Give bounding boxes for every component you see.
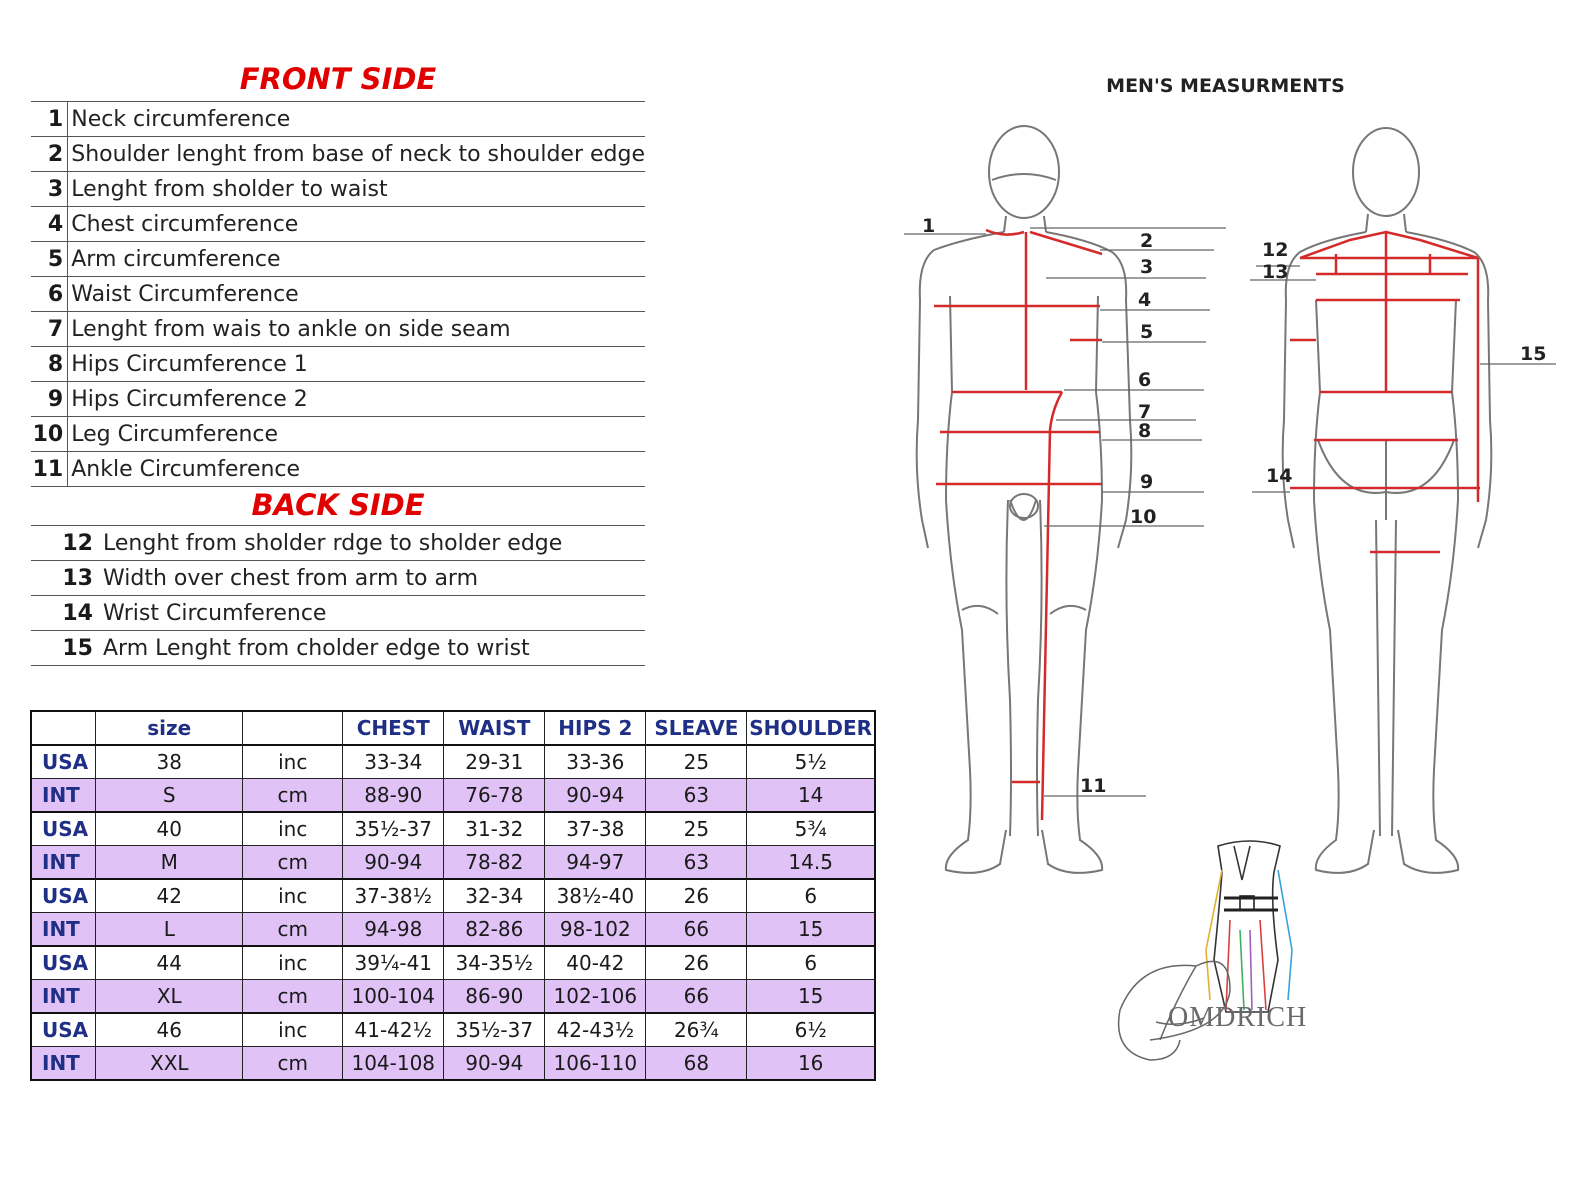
size-cell: 35½-37: [444, 1013, 545, 1047]
figure-title: MEN'S MEASURMENTS: [1106, 75, 1345, 97]
measurement-number: 3: [31, 172, 68, 207]
logo-wordmark: OMDRICH: [1168, 1002, 1308, 1033]
size-cell: 98-102: [545, 913, 646, 947]
size-cell: 15: [747, 980, 875, 1014]
size-cell: 37-38: [545, 812, 646, 846]
size-cell: cm: [243, 846, 343, 880]
region-cell: INT: [31, 779, 96, 813]
column-header: CHEST: [343, 711, 444, 745]
measurement-label: Arm circumference: [68, 242, 645, 277]
fig-label-12: 12: [1262, 239, 1289, 261]
line-side-seam: [1042, 392, 1062, 820]
size-cell: inc: [243, 946, 343, 980]
size-cell: cm: [243, 913, 343, 947]
size-cell: 82-86: [444, 913, 545, 947]
front-side-title: FRONT SIDE: [239, 62, 437, 96]
measurement-label: Hips Circumference 1: [68, 347, 645, 382]
size-cell: 6½: [747, 1013, 875, 1047]
size-cell: 14: [747, 779, 875, 813]
size-cell: 38: [96, 745, 243, 779]
size-cell: 46: [96, 1013, 243, 1047]
size-cell: 44: [96, 946, 243, 980]
fig-label-5: 5: [1140, 321, 1154, 343]
size-cell: 42: [96, 879, 243, 913]
front-measurement-lines: [934, 230, 1102, 820]
fig-label-9: 9: [1140, 471, 1154, 493]
region-cell: USA: [31, 812, 96, 846]
fig-label-4: 4: [1138, 289, 1152, 311]
measurement-label: Lenght from wais to ankle on side seam: [68, 312, 645, 347]
fig-label-11: 11: [1080, 775, 1107, 797]
measurement-number: 12: [31, 526, 97, 561]
size-cell: 90-94: [343, 846, 444, 880]
size-cell: 39¼-41: [343, 946, 444, 980]
size-cell: 78-82: [444, 846, 545, 880]
size-cell: 90-94: [545, 779, 646, 813]
size-cell: 76-78: [444, 779, 545, 813]
size-cell: 40: [96, 812, 243, 846]
region-cell: INT: [31, 913, 96, 947]
line-back-shoulder: [1300, 232, 1478, 258]
size-cell: 5½: [747, 745, 875, 779]
fig-label-8: 8: [1138, 420, 1152, 442]
size-cell: 86-90: [444, 980, 545, 1014]
column-header: WAIST: [444, 711, 545, 745]
size-cell: L: [96, 913, 243, 947]
size-cell: 6: [747, 879, 875, 913]
size-cell: 94-98: [343, 913, 444, 947]
size-cell: XL: [96, 980, 243, 1014]
back-head: [1353, 128, 1419, 216]
measurement-number: 1: [31, 102, 68, 137]
fig-label-15: 15: [1520, 343, 1547, 365]
fig-label-13: 13: [1262, 261, 1289, 283]
size-cell: 38½-40: [545, 879, 646, 913]
size-cell: 32-34: [444, 879, 545, 913]
size-cell: 26: [646, 946, 747, 980]
measurement-number: 7: [31, 312, 68, 347]
size-cell: 35½-37: [343, 812, 444, 846]
region-cell: USA: [31, 745, 96, 779]
size-cell: 106-110: [545, 1047, 646, 1081]
measurement-number: 15: [31, 631, 97, 666]
size-cell: M: [96, 846, 243, 880]
size-cell: 66: [646, 913, 747, 947]
measurement-label: Waist Circumference: [68, 277, 645, 312]
size-cell: inc: [243, 745, 343, 779]
fig-label-14: 14: [1266, 465, 1293, 487]
measurement-label: Wrist Circumference: [97, 596, 645, 631]
fig-label-3: 3: [1140, 256, 1154, 278]
measurement-label: Lenght from sholder to waist: [68, 172, 645, 207]
size-cell: 104-108: [343, 1047, 444, 1081]
measurement-label: Chest circumference: [68, 207, 645, 242]
measurement-number: 8: [31, 347, 68, 382]
back-side-title: BACK SIDE: [251, 488, 425, 522]
size-cell: 88-90: [343, 779, 444, 813]
measurement-label: Lenght from sholder rdge to sholder edge: [97, 526, 645, 561]
size-cell: 42-43½: [545, 1013, 646, 1047]
measurement-number: 5: [31, 242, 68, 277]
fig-label-2: 2: [1140, 230, 1154, 252]
size-cell: inc: [243, 879, 343, 913]
size-cell: cm: [243, 779, 343, 813]
region-cell: USA: [31, 946, 96, 980]
measurement-label: Shoulder lenght from base of neck to shoulder edge: [68, 137, 645, 172]
size-cell: 63: [646, 846, 747, 880]
measurement-number: 6: [31, 277, 68, 312]
size-cell: 26¾: [646, 1013, 747, 1047]
size-cell: 25: [646, 812, 747, 846]
measurement-number: 4: [31, 207, 68, 242]
size-cell: 102-106: [545, 980, 646, 1014]
measurement-number: 11: [31, 452, 68, 487]
measurement-number: 9: [31, 382, 68, 417]
size-cell: 33-34: [343, 745, 444, 779]
size-cell: 26: [646, 879, 747, 913]
size-cell: XXL: [96, 1047, 243, 1081]
measurement-number: 10: [31, 417, 68, 452]
column-header: HIPS 2: [545, 711, 646, 745]
size-cell: inc: [243, 812, 343, 846]
size-cell: 25: [646, 745, 747, 779]
size-cell: inc: [243, 1013, 343, 1047]
size-cell: 66: [646, 980, 747, 1014]
size-cell: 14.5: [747, 846, 875, 880]
region-cell: INT: [31, 846, 96, 880]
fig-label-10: 10: [1130, 506, 1157, 528]
region-cell: INT: [31, 980, 96, 1014]
measurement-label: Neck circumference: [68, 102, 645, 137]
size-cell: 15: [747, 913, 875, 947]
measurement-label: Leg Circumference: [68, 417, 645, 452]
measurement-number: 13: [31, 561, 97, 596]
region-cell: USA: [31, 1013, 96, 1047]
size-cell: 33-36: [545, 745, 646, 779]
fig-label-1: 1: [922, 215, 936, 237]
size-cell: cm: [243, 1047, 343, 1081]
size-cell: 5¾: [747, 812, 875, 846]
size-cell: 68: [646, 1047, 747, 1081]
column-header: SHOULDER: [747, 711, 875, 745]
front-body-outline: [917, 126, 1132, 873]
measurement-label: Arm Lenght from cholder edge to wrist: [97, 631, 645, 666]
column-header: size: [96, 711, 243, 745]
measurement-number: 14: [31, 596, 97, 631]
logo-coat-sketch: [1206, 841, 1292, 1012]
size-cell: 31-32: [444, 812, 545, 846]
region-cell: INT: [31, 1047, 96, 1081]
size-cell: 16: [747, 1047, 875, 1081]
front-head: [989, 126, 1059, 218]
size-cell: 41-42½: [343, 1013, 444, 1047]
size-cell: 34-35½: [444, 946, 545, 980]
size-cell: 40-42: [545, 946, 646, 980]
size-cell: 6: [747, 946, 875, 980]
size-cell: 94-97: [545, 846, 646, 880]
fig-label-7: 7: [1138, 401, 1152, 423]
measurement-label: Ankle Circumference: [68, 452, 645, 487]
size-cell: 100-104: [343, 980, 444, 1014]
size-cell: S: [96, 779, 243, 813]
size-cell: 90-94: [444, 1047, 545, 1081]
column-header: SLEAVE: [646, 711, 747, 745]
size-cell: 63: [646, 779, 747, 813]
size-cell: 29-31: [444, 745, 545, 779]
measurement-label: Hips Circumference 2: [68, 382, 645, 417]
region-cell: USA: [31, 879, 96, 913]
size-cell: 37-38½: [343, 879, 444, 913]
size-cell: cm: [243, 980, 343, 1014]
measurement-label: Width over chest from arm to arm: [97, 561, 645, 596]
fig-label-6: 6: [1138, 369, 1152, 391]
measurement-number: 2: [31, 137, 68, 172]
